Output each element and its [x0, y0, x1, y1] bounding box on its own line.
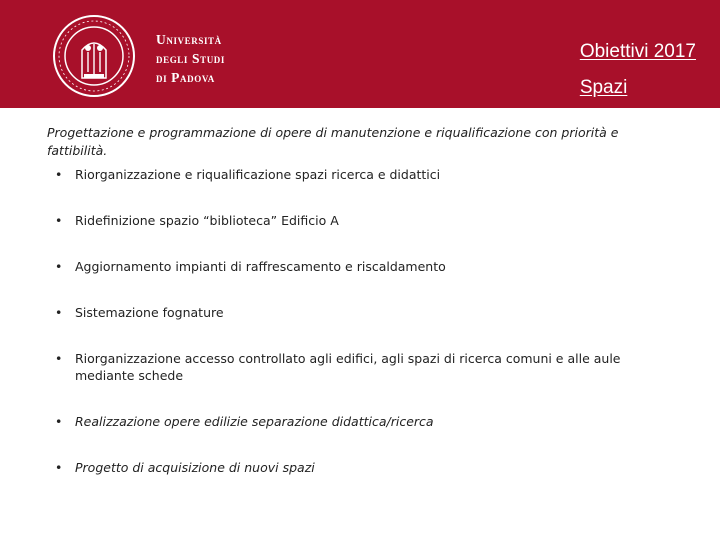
bullet-icon: • [55, 460, 63, 475]
header-banner [0, 0, 720, 108]
logo-line-3: di Padova [156, 70, 215, 85]
list-item [47, 459, 667, 476]
list-item-label: Aggiornamento impianti di raffrescamento e riscaldamento [75, 259, 446, 274]
list-item-label: Riorganizzazione accesso controllato agli edifici, agli spazi di ricerca comuni e alle aule mediante schede [75, 351, 621, 383]
list-item-label: Realizzazione opere edilizie separazione didattica/ricerca [75, 414, 434, 429]
list-item-label: Riorganizzazione e riqualificazione spazi ricerca e didattici [75, 167, 441, 182]
link-spazi[interactable]: Spazi [579, 77, 628, 98]
university-logo-text [156, 30, 225, 87]
list-item [47, 166, 667, 183]
logo-line-2: degli Studi [156, 51, 225, 66]
bullet-icon: • [55, 305, 63, 320]
list-item-label: Sistemazione fognature [75, 305, 224, 320]
list-item-label: Ridefinizione spazio “biblioteca” Edificio A [75, 213, 339, 228]
bullet-icon: • [55, 167, 63, 182]
link-obiettivi-2017[interactable]: Obiettivi 2017 [579, 41, 696, 62]
logo-line-1: Università [156, 32, 222, 47]
objective-list [47, 166, 667, 476]
bullet-icon: • [55, 259, 63, 274]
list-item [47, 304, 667, 321]
list-item [47, 212, 667, 229]
list-item [47, 350, 667, 384]
university-seal-icon [52, 14, 136, 98]
intro-text: Progettazione e programmazione di opere di manutenzione e riqualificazione con priorità e fattibilità. [47, 125, 619, 158]
bullet-icon: • [55, 414, 63, 429]
list-item-label: Progetto di acquisizione di nuovi spazi [75, 460, 315, 475]
bullet-icon: • [55, 351, 63, 366]
slide-content [47, 124, 667, 476]
header-links [580, 34, 696, 106]
list-item [47, 413, 667, 430]
bullet-icon: • [55, 213, 63, 228]
list-item [47, 258, 667, 275]
